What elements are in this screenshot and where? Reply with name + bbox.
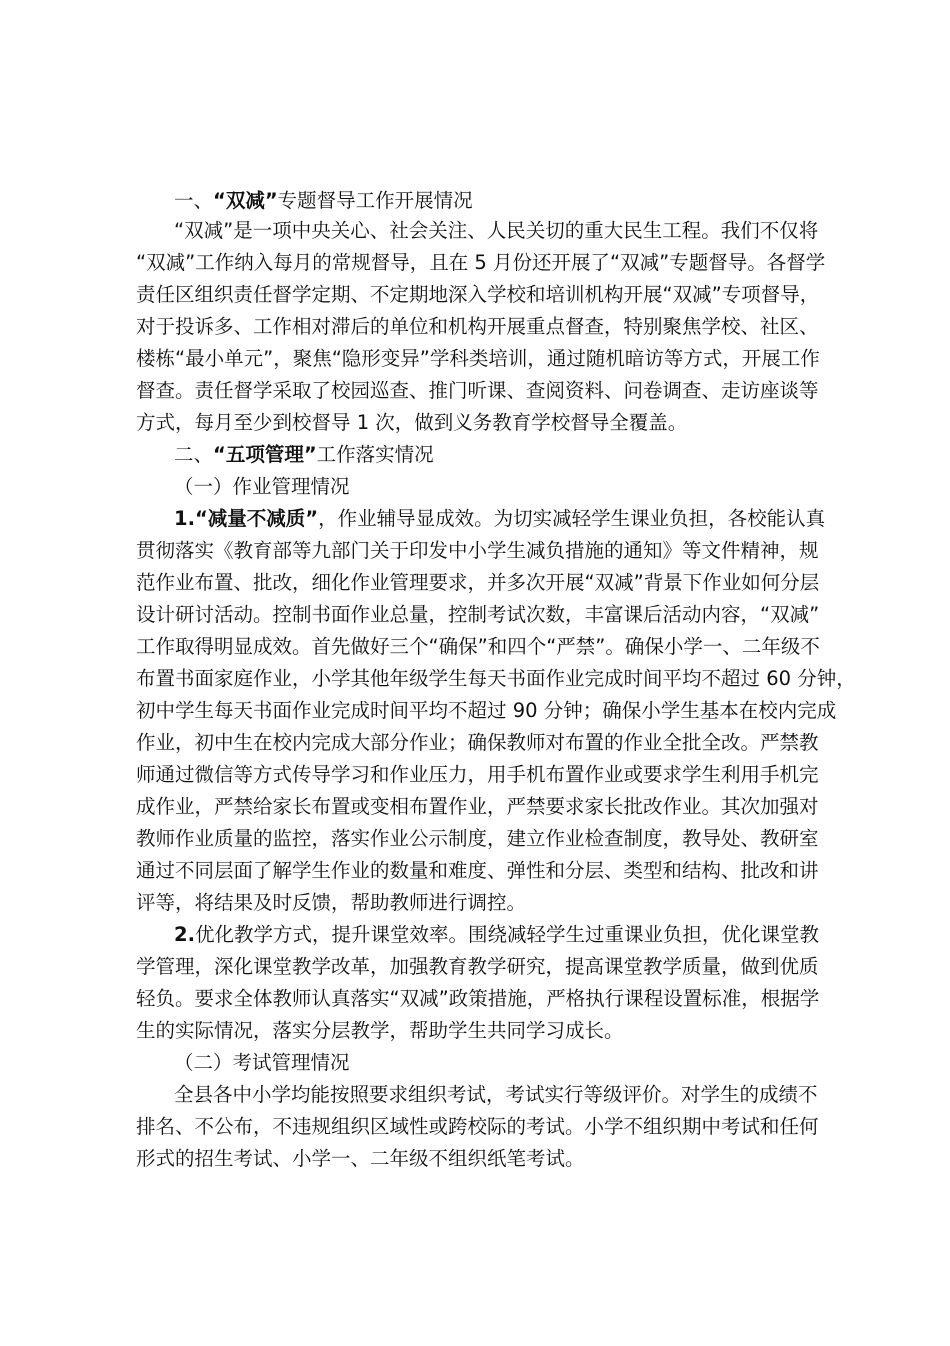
paragraph-line: 通过不同层面了解学生作业的数量和难度、弹性和分层、类型和结构、批改和讲: [136, 859, 819, 882]
item-lead-text: 优化教学方式，提升课堂效率。围绕减轻学生过重课业负担，优化课堂教: [194, 923, 819, 946]
paragraph-line: 责任区组织责任督学定期、不定期地深入学校和培训机构开展“双减”专项督导，: [136, 283, 820, 306]
paragraph-line: 工作取得明显成效。首先做好三个“确保”和四个“严禁”。确保小学一、二年级不: [136, 635, 820, 658]
heading-prefix: 一、: [174, 189, 214, 212]
item-lead-1: [174, 504, 825, 534]
subsection-heading-2: （二）考试管理情况: [174, 1051, 350, 1074]
paragraph-line: 初中学生每天书面作业完成时间平均不超过 90 分钟；确保小学生基本在校内完成: [136, 699, 837, 722]
item-lead-2: [174, 920, 819, 950]
paragraph-line: 设计研讨活动。控制书面作业总量，控制考试次数，丰富课后活动内容，“双减”: [136, 603, 820, 626]
paragraph-line: 楼栋“最小单元”，聚焦“隐形变异”学科类培训，通过随机暗访等方式，开展工作: [136, 347, 820, 370]
paragraph-line: 布置书面家庭作业，小学其他年级学生每天书面作业完成时间平均不超过 60 分钟，: [136, 667, 856, 690]
subsection-heading-1: （一）作业管理情况: [174, 475, 350, 498]
paragraph-line: 全县各中小学均能按照要求组织考试，考试实行等级评价。对学生的成绩不: [174, 1083, 818, 1106]
paragraph-line: 范作业布置、批改，细化作业管理要求，并多次开展“双减”背景下作业如何分层: [136, 571, 820, 594]
paragraph-line: 作业，初中生在校内完成大部分作业；确保教师对布置的作业全批全改。严禁教: [136, 731, 819, 754]
heading-text: 工作落实情况: [316, 443, 434, 466]
heading-prefix: 二、: [174, 443, 214, 466]
paragraph-line: 评等，将结果及时反馈，帮助教师进行调控。: [136, 891, 527, 914]
heading-text: 专题督导工作开展情况: [277, 189, 473, 212]
paragraph-line: 师通过微信等方式传导学习和作业压力，用手机布置作业或要求学生利用手机完: [136, 763, 819, 786]
paragraph-line: 轻负。要求全体教师认真落实“双减”政策措施，严格执行课程设置标准，根据学: [136, 987, 820, 1010]
section-heading-2: [174, 440, 434, 470]
item-lead-bold: 1.“减量不减质”: [174, 507, 319, 530]
heading-keyword: “五项管理”: [213, 443, 317, 466]
paragraph-line: 成作业，严禁给家长布置或变相布置作业，严禁要求家长批改作业。其次加强对: [136, 795, 819, 818]
paragraph-line: 教师作业质量的监控，落实作业公示制度，建立作业检查制度，教导处、教研室: [136, 827, 819, 850]
paragraph-line: 方式，每月至少到校督导 1 次，做到义务教育学校督导全覆盖。: [136, 411, 688, 434]
item-lead-text: ，作业辅导显成效。为切实减轻学生课业负担，各校能认真: [318, 507, 826, 530]
paragraph-line: 对于投诉多、工作相对滞后的单位和机构开展重点督查，特别聚焦学校、社区、: [136, 315, 819, 338]
paragraph-line: 督查。责任督学采取了校园巡查、推门听课、查阅资料、问卷调查、走访座谈等: [136, 379, 819, 402]
paragraph-line: 生的实际情况，落实分层教学，帮助学生共同学习成长。: [136, 1019, 624, 1042]
paragraph-line: “双减”是一项中央关心、社会关注、人民关切的重大民生工程。我们不仅将: [174, 219, 819, 242]
item-lead-bold: 2.: [174, 923, 195, 946]
section-heading-1: [174, 186, 473, 216]
paragraph-line: 学管理，深化课堂教学改革，加强教育教学研究，提高课堂教学质量，做到优质: [136, 955, 819, 978]
paragraph-line: 排名、不公布，不违规组织区域性或跨校际的考试。小学不组织期中考试和任何: [136, 1115, 819, 1138]
paragraph-line: 贯彻落实《教育部等九部门关于印发中小学生减负措施的通知》等文件精神，规: [136, 539, 819, 562]
paragraph-line: 形式的招生考试、小学一、二年级不组织纸笔考试。: [136, 1147, 585, 1170]
paragraph-line: “双减”工作纳入每月的常规督导，且在 5 月份还开展了“双减”专题督导。各督学: [136, 251, 826, 274]
heading-keyword: “双减”: [213, 189, 278, 212]
